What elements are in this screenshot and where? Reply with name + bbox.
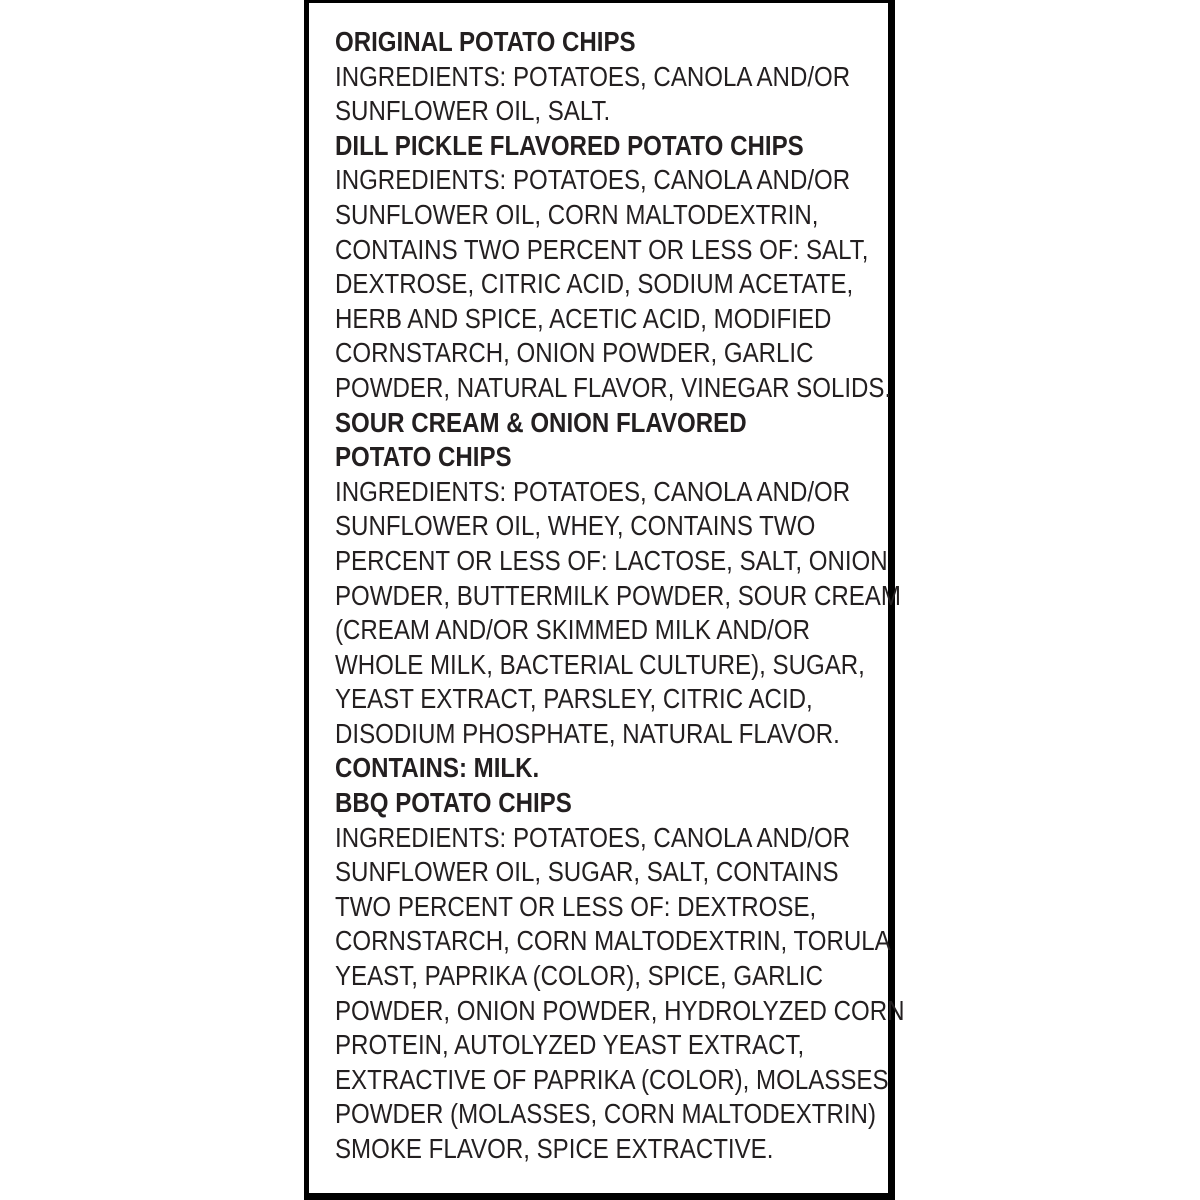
section-heading-bbq: BBQ POTATO CHIPS <box>335 787 572 819</box>
ingredients-line: POWDER, NATURAL FLAVOR, VINEGAR SOLIDS. <box>335 371 892 403</box>
ingredients-line: INGREDIENTS: POTATOES, CANOLA AND/OR <box>335 164 851 196</box>
ingredients-line: SUNFLOWER OIL, SUGAR, SALT, CONTAINS <box>335 856 839 888</box>
ingredients-line: YEAST EXTRACT, PARSLEY, CITRIC ACID, <box>335 683 813 715</box>
ingredients-line: PROTEIN, AUTOLYZED YEAST EXTRACT, <box>335 1029 805 1061</box>
ingredients-line: (CREAM AND/OR SKIMMED MILK AND/OR <box>335 614 810 646</box>
ingredients-label-panel <box>309 3 905 1193</box>
ingredients-line: WHOLE MILK, BACTERIAL CULTURE), SUGAR, <box>335 648 865 680</box>
ingredients-line: CORNSTARCH, ONION POWDER, GARLIC <box>335 337 814 369</box>
ingredients-line: POWDER, ONION POWDER, HYDROLYZED CORN <box>335 994 905 1026</box>
ingredients-line: SUNFLOWER OIL, WHEY, CONTAINS TWO <box>335 510 816 542</box>
section-heading-sour-cream-onion: POTATO CHIPS <box>335 441 512 473</box>
ingredients-line: INGREDIENTS: POTATOES, CANOLA AND/OR <box>335 60 851 92</box>
ingredients-line: YEAST, PAPRIKA (COLOR), SPICE, GARLIC <box>335 960 823 992</box>
ingredients-text-block <box>335 25 905 1167</box>
ingredients-line: SMOKE FLAVOR, SPICE EXTRACTIVE. <box>335 1133 774 1164</box>
ingredients-line: DEXTROSE, CITRIC ACID, SODIUM ACETATE, <box>335 268 854 300</box>
section-heading-dill-pickle: DILL PICKLE FLAVORED POTATO CHIPS <box>335 129 804 161</box>
ingredients-line: POWDER (MOLASSES, CORN MALTODEXTRIN) <box>335 1098 876 1130</box>
ingredients-line: INGREDIENTS: POTATOES, CANOLA AND/OR <box>335 475 851 507</box>
ingredients-label-border <box>304 0 905 1200</box>
ingredients-line: SUNFLOWER OIL, CORN MALTODEXTRIN, <box>335 198 819 230</box>
ingredients-line: EXTRACTIVE OF PAPRIKA (COLOR), MOLASSES <box>335 1063 889 1095</box>
ingredients-line: HERB AND SPICE, ACETIC ACID, MODIFIED <box>335 302 832 334</box>
ingredients-line: CONTAINS TWO PERCENT OR LESS OF: SALT, <box>335 233 869 265</box>
ingredients-line: CORNSTARCH, CORN MALTODEXTRIN, TORULA <box>335 925 891 957</box>
ingredients-line: SUNFLOWER OIL, SALT. <box>335 95 611 127</box>
ingredients-line: INGREDIENTS: POTATOES, CANOLA AND/OR <box>335 821 851 853</box>
section-heading-original: ORIGINAL POTATO CHIPS <box>335 26 636 57</box>
ingredients-line: PERCENT OR LESS OF: LACTOSE, SALT, ONION <box>335 544 888 576</box>
ingredients-line: POWDER, BUTTERMILK POWDER, SOUR CREAM <box>335 579 901 611</box>
section-heading-sour-cream-onion: SOUR CREAM & ONION FLAVORED <box>335 406 747 438</box>
ingredients-line: TWO PERCENT OR LESS OF: DEXTROSE, <box>335 890 817 922</box>
ingredients-line: DISODIUM PHOSPHATE, NATURAL FLAVOR. <box>335 717 840 749</box>
allergen-statement: CONTAINS: MILK. <box>335 752 540 784</box>
